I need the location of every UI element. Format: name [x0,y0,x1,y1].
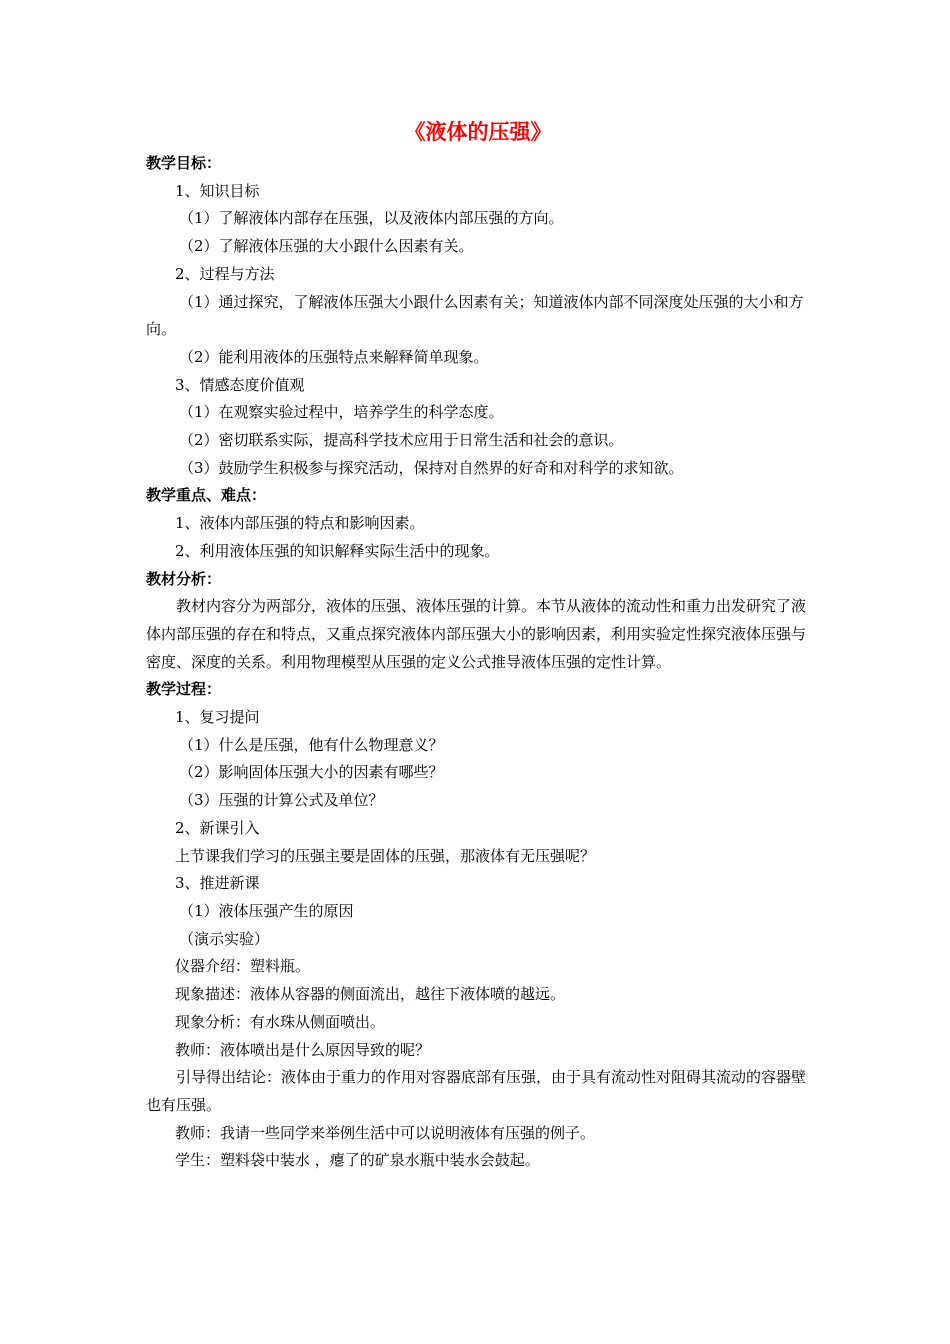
process-goal-item: （2）能利用液体的压强特点来解释简单现象。 [179,347,489,366]
instrument-text: 仪器介绍：塑料瓶。 [175,957,311,976]
new-lesson-label: 3、推进新课 [175,874,260,893]
knowledge-goal-item: （2）了解液体压强的大小跟什么因素有关。 [179,237,474,256]
review-question: （3）压强的计算公式及单位？ [179,791,384,810]
review-label: 1、复习提问 [175,708,260,727]
process-goal-item: （1）通过探究，了解液体压强大小跟什么因素有关；知道液体内部不同深度处压强的大小和方向。 [146,292,804,339]
new-lesson-item: （1）液体压强产生的原因 [179,901,354,920]
process-goal-label: 2、过程与方法 [175,264,275,283]
attitude-goal-item: （3）鼓励学生积极参与探究活动，保持对自然界的好奇和对科学的求知欲。 [179,458,684,477]
phenomenon-analysis-text: 现象分析：有水珠从侧面喷出。 [175,1012,386,1031]
process-heading: 教学过程： [146,680,222,699]
conclusion-paragraph: 引导得出结论：液体由于重力的作用对容器底部有压强，由于具有流动性对阻碍其流动的容器壁也有压强。 [146,1068,807,1114]
key-point-item: 2、利用液体压强的知识解释实际生活中的现象。 [175,541,500,560]
analysis-heading: 教材分析： [146,569,222,588]
phenomenon-text: 现象描述：液体从容器的侧面流出，越往下液体喷的越远。 [175,985,566,1004]
knowledge-goal-label: 1、知识目标 [175,181,260,200]
review-question: （1）什么是压强，他有什么物理意义？ [179,735,444,754]
analysis-paragraph: 教材内容分为两部分，液体的压强、液体压强的计算。本节从液体的流动性和重力出发研究了液体内部压强的存在和特点，又重点探究液体内部压强大小的影响因素，利用实验定性探究液体压强与密度、深度的关系。利用物理模型从压强的定义公式推导液体压强的定性计算。 [146,597,807,671]
demo-label: （演示实验） [179,929,270,948]
document-title: 《液体的压强》 [404,119,552,144]
intro-label: 2、新课引入 [175,818,260,837]
teacher-request: 教师：我请一些同学来举例生活中可以说明液体有压强的例子。 [175,1123,596,1142]
knowledge-goal-item: （1）了解液体内部存在压强，以及液体内部压强的方向。 [179,209,564,228]
student-answer: 学生：塑料袋中装水 ，瘪了的矿泉水瓶中装水会鼓起。 [175,1151,540,1170]
teacher-question: 教师：液体喷出是什么原因导致的呢？ [175,1040,431,1059]
attitude-goal-label: 3、情感态度价值观 [175,375,305,394]
document-page [146,118,810,1175]
goals-heading: 教学目标： [146,154,222,172]
key-points-heading: 教学重点、难点： [146,486,267,505]
intro-text: 上节课我们学习的压强主要是固体的压强，那液体有无压强呢？ [175,846,596,865]
key-point-item: 1、液体内部压强的特点和影响因素。 [175,514,425,533]
review-question: （2）影响固体压强大小的因素有哪些？ [179,763,444,782]
attitude-goal-item: （2）密切联系实际，提高科学技术应用于日常生活和社会的意识。 [179,431,624,450]
attitude-goal-item: （1）在观察实验过程中，培养学生的科学态度。 [179,403,504,422]
